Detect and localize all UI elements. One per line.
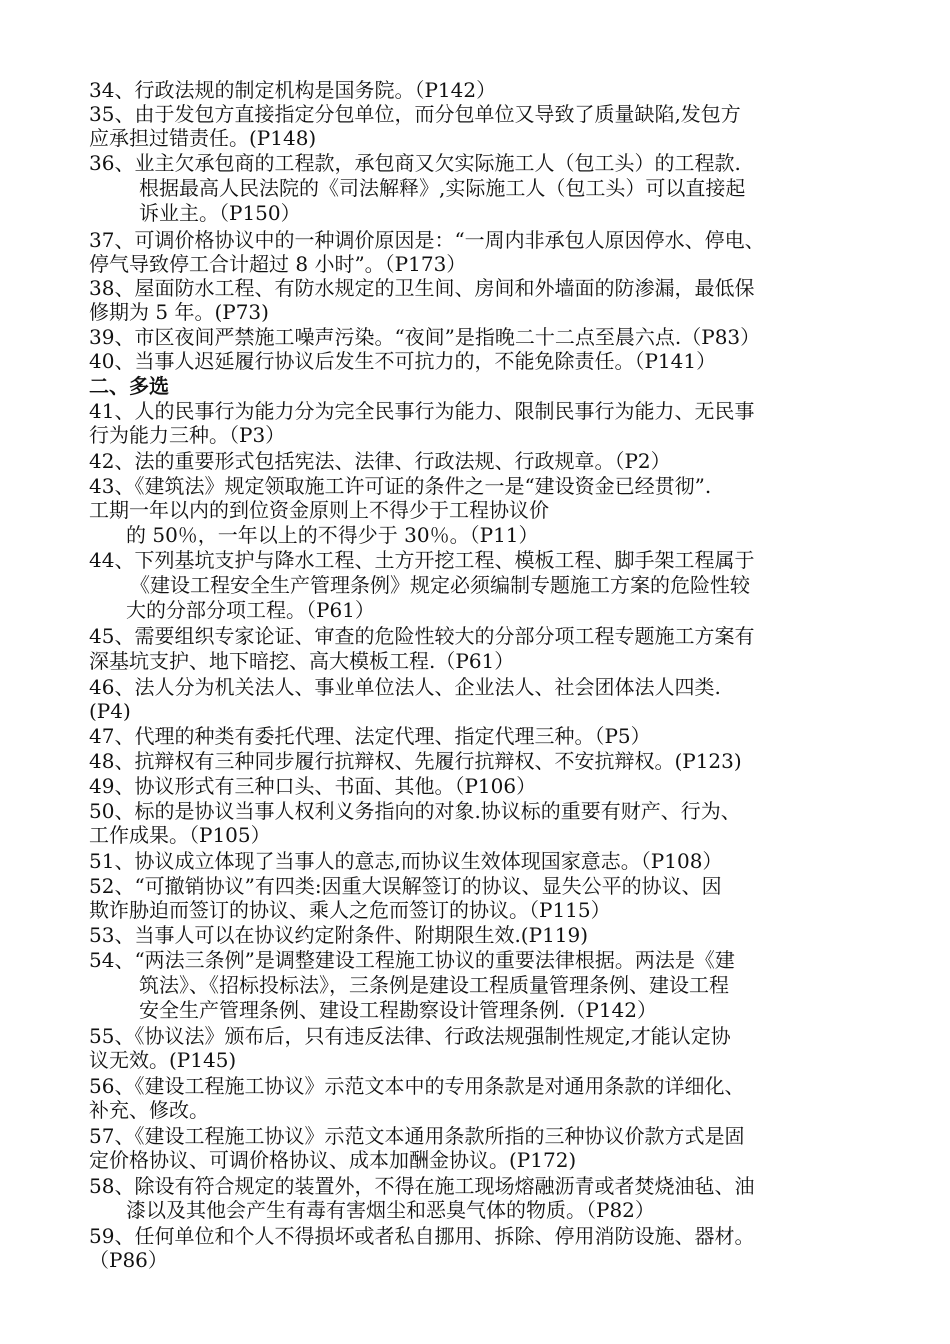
item-46-line-2: (P4)	[89, 699, 131, 723]
item-57-line-2: 定价格协议、可调价格协议、成本加酬金协议。(P172)	[89, 1148, 577, 1172]
item-36-line-1: 36、业主欠承包商的工程款，承包商又欠实际施工人（包工头）的工程款.	[89, 151, 741, 175]
item-59-line-2: （P86）	[89, 1248, 168, 1272]
item-43-line-3: 的 50％，一年以上的不得少于 30％。（P11）	[126, 523, 539, 547]
item-49-line-1: 49、协议形式有三种口头、书面、其他。（P106）	[89, 774, 537, 798]
item-44-line-3: 大的分部分项工程。（P61）	[126, 598, 375, 622]
item-59-line-1: 59、任何单位和个人不得损坏或者私自挪用、拆除、停用消防设施、器材。	[89, 1224, 755, 1248]
item-34-line-1: 34、行政法规的制定机构是国务院。（P142）	[89, 78, 497, 102]
item-56-line-2: 补充、修改。	[89, 1098, 209, 1122]
item-54-line-2: 筑法》、《招标投标法》，三条例是建设工程质量管理条例、建设工程	[139, 973, 729, 997]
item-47-line-1: 47、代理的种类有委托代理、法定代理、指定代理三种。（P5）	[89, 724, 651, 748]
item-41-line-2: 行为能力三种。（P3）	[89, 423, 286, 447]
item-38-line-1: 38、屋面防水工程、有防水规定的卫生间、房间和外墙面的防渗漏，最低保	[89, 276, 755, 300]
item-40-line-1: 40、当事人迟延履行协议后发生不可抗力的，不能免除责任。（P141）	[89, 349, 717, 373]
item-53-line-1: 53、当事人可以在协议约定附条件、附期限生效.(P119)	[89, 923, 589, 947]
item-50-line-1: 50、标的是协议当事人权利义务指向的对象.协议标的重要有财产、行为、	[89, 799, 741, 823]
item-56-line-1: 56、《建设工程施工协议》示范文本中的专用条款是对通用条款的详细化、	[89, 1074, 745, 1098]
item-45-line-1: 45、需要组织专家论证、审查的危险性较大的分部分项工程专题施工方案有	[89, 624, 755, 648]
item-52-line-1: 52、“可撤销协议”有四类:因重大误解签订的协议、显失公平的协议、因	[89, 874, 722, 898]
item-48-line-1: 48、抗辩权有三种同步履行抗辩权、先履行抗辩权、不安抗辩权。(P123)	[89, 749, 742, 773]
section-heading-multiple-choice: 二、多选	[89, 374, 169, 398]
item-39-line-1: 39、市区夜间严禁施工噪声污染。“夜间”是指晚二十二点至晨六点.（P83）	[89, 325, 761, 349]
item-58-line-2: 漆以及其他会产生有毒有害烟尘和恶臭气体的物质。（P82）	[126, 1198, 655, 1222]
item-45-line-2: 深基坑支护、地下暗挖、高大模板工程.（P61）	[89, 649, 515, 673]
item-37-line-2: 停气导致停工合计超过 8 小时”。（P173）	[89, 252, 467, 276]
item-46-line-1: 46、法人分为机关法人、事业单位法人、企业法人、社会团体法人四类.	[89, 675, 721, 699]
item-54-line-1: 54、“两法三条例”是调整建设工程施工协议的重要法律根据。两法是《建	[89, 948, 735, 972]
item-55-line-2: 议无效。(P145)	[89, 1048, 237, 1072]
item-51-line-1: 51、协议成立体现了当事人的意志,而协议生效体现国家意志。（P108）	[89, 849, 723, 873]
item-43-line-1: 43、《建筑法》规定领取施工许可证的条件之一是“建设资金已经贯彻”.	[89, 474, 712, 498]
item-42-line-1: 42、法的重要形式包括宪法、法律、行政法规、行政规章。（P2）	[89, 449, 671, 473]
item-36-line-2: 根据最高人民法院的《司法解释》,实际施工人（包工头）可以直接起	[139, 176, 746, 200]
item-55-line-1: 55、《协议法》颁布后，只有违反法律、行政法规强制性规定,才能认定协	[89, 1024, 731, 1048]
item-44-line-1: 44、下列基坑支护与降水工程、土方开挖工程、模板工程、脚手架工程属于	[89, 548, 755, 572]
item-43-line-2: 工期一年以内的到位资金原则上不得少于工程协议价	[89, 498, 549, 522]
item-54-line-3: 安全生产管理条例、建设工程勘察设计管理条例.（P142）	[139, 998, 657, 1022]
item-38-line-2: 修期为 5 年。(P73)	[89, 300, 269, 324]
item-35-line-1: 35、由于发包方直接指定分包单位，而分包单位又导致了质量缺陷,发包方	[89, 102, 741, 126]
item-52-line-2: 欺诈胁迫而签订的协议、乘人之危而签订的协议。（P115）	[89, 898, 611, 922]
item-44-line-2: 《建设工程安全生产管理条例》规定必须编制专题施工方案的危险性较	[130, 573, 750, 597]
item-36-line-3: 诉业主。（P150）	[139, 201, 301, 225]
item-37-line-1: 37、可调价格协议中的一种调价原因是：“一周内非承包人原因停水、停电、	[89, 228, 765, 252]
item-41-line-1: 41、人的民事行为能力分为完全民事行为能力、限制民事行为能力、无民事	[89, 399, 755, 423]
item-58-line-1: 58、除设有符合规定的装置外，不得在施工现场熔融沥青或者焚烧油毡、油	[89, 1174, 755, 1198]
item-50-line-2: 工作成果。（P105）	[89, 823, 271, 847]
item-35-line-2: 应承担过错责任。(P148)	[89, 126, 317, 150]
item-57-line-1: 57、《建设工程施工协议》示范文本通用条款所指的三种协议价款方式是固	[89, 1124, 745, 1148]
